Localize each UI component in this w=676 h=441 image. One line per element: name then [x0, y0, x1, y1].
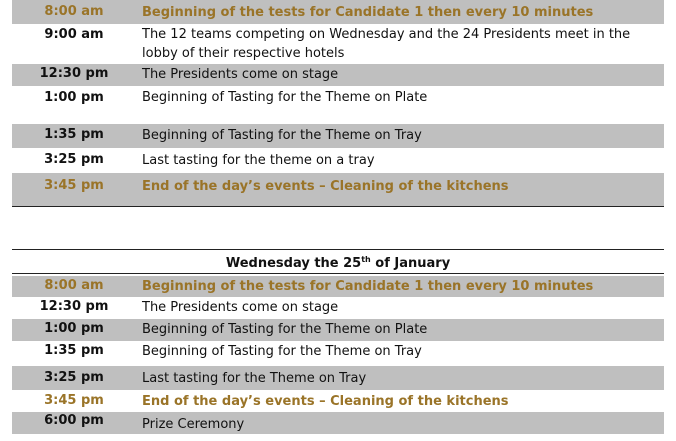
row-desc: Beginning of the tests for Candidate 1 then every 10 minutes — [142, 279, 594, 294]
table-row — [12, 124, 664, 148]
table-bottom-border — [12, 206, 664, 207]
row-time: 6:00 pm — [44, 413, 104, 428]
row-time: 1:35 pm — [44, 127, 104, 142]
row-time: 3:45 pm — [44, 178, 104, 193]
row-time: 1:00 pm — [44, 321, 104, 336]
table-row — [12, 86, 664, 124]
row-time: 8:00 am — [44, 4, 104, 19]
table-row — [12, 366, 664, 390]
row-desc: Prize Ceremony — [142, 417, 245, 432]
row-desc: Last tasting for the Theme on Tray — [142, 371, 367, 386]
table-row — [12, 390, 664, 412]
table-row — [12, 0, 664, 24]
table-row — [12, 64, 664, 86]
table-row — [12, 148, 664, 173]
row-time: 1:00 pm — [44, 90, 104, 105]
row-time: 9:00 am — [44, 27, 104, 42]
row-desc: The 12 teams competing on Wednesday and the 24 Presidents meet in the lobby of their respective hotels — [142, 27, 631, 61]
row-desc: Beginning of Tasting for the Theme on Tray — [142, 128, 422, 143]
row-desc: Beginning of Tasting for the Theme on Tray — [142, 344, 422, 359]
row-time: 12:30 pm — [39, 299, 109, 314]
table-row — [12, 297, 664, 319]
table-row — [12, 319, 664, 341]
header-divider — [12, 273, 664, 274]
row-time: 12:30 pm — [39, 66, 109, 81]
table-row — [12, 24, 664, 64]
row-time: 3:25 pm — [44, 370, 104, 385]
row-desc: End of the day’s events – Cleaning of the kitchens — [142, 394, 509, 409]
row-desc: Beginning of Tasting for the Theme on Plate — [142, 322, 428, 337]
table-top-border — [12, 249, 664, 250]
row-time: 3:45 pm — [44, 393, 104, 408]
row-time: 3:25 pm — [44, 152, 104, 167]
row-desc: Beginning of the tests for Candidate 1 then every 10 minutes — [142, 5, 594, 20]
row-time: 8:00 am — [44, 278, 104, 293]
row-time: 1:35 pm — [44, 343, 104, 358]
table-row — [12, 173, 664, 206]
table-row — [12, 412, 664, 434]
table-row — [12, 276, 664, 297]
table-row — [12, 341, 664, 366]
row-desc: Last tasting for the theme on a tray — [142, 153, 375, 168]
day-header: Wednesday the 25th of January — [225, 255, 451, 271]
row-desc: The Presidents come on stage — [142, 67, 339, 82]
row-desc: The Presidents come on stage — [142, 300, 339, 315]
row-desc: Beginning of Tasting for the Theme on Plate — [142, 90, 428, 105]
row-desc: End of the day’s events – Cleaning of the kitchens — [142, 179, 509, 194]
